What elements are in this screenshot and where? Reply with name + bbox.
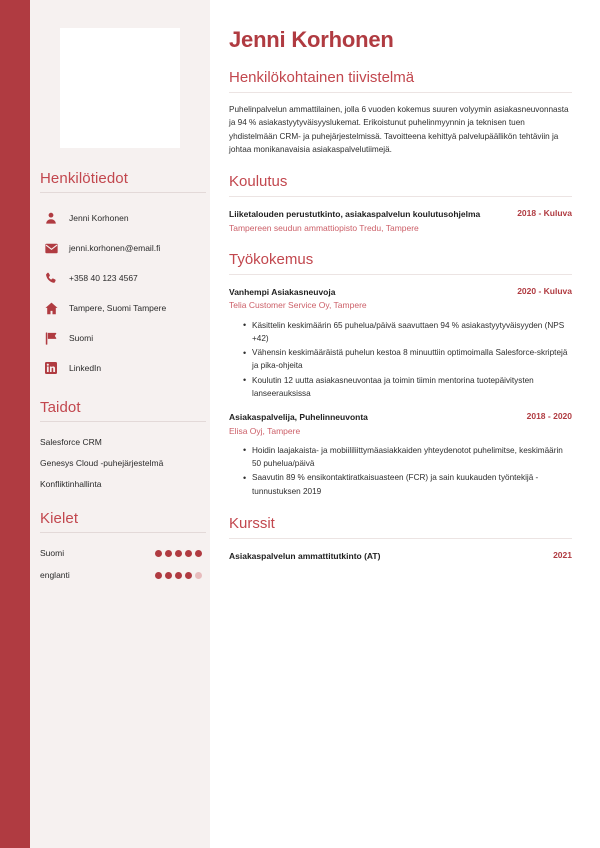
contact-row-email[interactable] bbox=[40, 233, 210, 263]
entry-bullets bbox=[229, 319, 572, 401]
entry-organization: Tampereen seudun ammattiopisto Tredu, Tampere bbox=[229, 222, 419, 233]
rating-dot bbox=[175, 572, 182, 579]
rating-dot bbox=[175, 550, 182, 557]
contact-location-text: Tampere, Suomi Tampere bbox=[69, 302, 167, 313]
contact-list bbox=[38, 203, 210, 383]
contact-row-phone[interactable] bbox=[40, 263, 210, 293]
contact-row-linkedin[interactable] bbox=[40, 353, 210, 383]
language-rating bbox=[155, 572, 206, 579]
list-item bbox=[40, 542, 206, 564]
sidebar-section-personal-info bbox=[38, 170, 210, 383]
list-item: Konfliktinhallinta bbox=[40, 478, 102, 489]
entry-title: Vanhempi Asiakasneuvoja bbox=[229, 286, 336, 297]
entry-date: 2021 bbox=[553, 550, 572, 560]
language-name: Suomi bbox=[40, 548, 65, 558]
rating-dot bbox=[185, 572, 192, 579]
education-heading: Koulutus bbox=[229, 173, 288, 191]
linkedin-icon bbox=[40, 362, 62, 374]
section-education bbox=[220, 173, 572, 234]
personal-info-heading: Henkilötiedot bbox=[40, 170, 129, 187]
list-item bbox=[40, 564, 206, 586]
page-title: Jenni Korhonen bbox=[229, 27, 394, 52]
section-divider bbox=[229, 196, 572, 197]
course-entry bbox=[229, 550, 572, 562]
phone-icon bbox=[40, 272, 62, 284]
left-accent-bar bbox=[0, 0, 30, 848]
rating-dot bbox=[185, 550, 192, 557]
languages-heading: Kielet bbox=[40, 510, 79, 527]
experience-entry bbox=[229, 411, 572, 498]
section-divider bbox=[40, 532, 206, 533]
sidebar-section-skills bbox=[38, 399, 210, 494]
list-item: Genesys Cloud -puhejärjestelmä bbox=[40, 457, 164, 468]
education-entry bbox=[229, 208, 572, 234]
sidebar-section-languages bbox=[38, 510, 210, 586]
skills-heading: Taidot bbox=[40, 399, 81, 416]
entry-organization: Elisa Oyj, Tampere bbox=[229, 425, 301, 436]
entry-header bbox=[229, 411, 572, 423]
list-item: Salesforce CRM bbox=[40, 436, 102, 447]
entry-organization: Telia Customer Service Oy, Tampere bbox=[229, 300, 367, 311]
rating-dot bbox=[195, 550, 202, 557]
list-item: • Hoidin laajakaista- ja mobiililiittymäasiakkaiden yhteydenotot puhelimitse, keskimäärin 50 puhelua/päivä bbox=[243, 444, 572, 471]
contact-phone-text: +358 40 123 4567 bbox=[69, 272, 138, 283]
section-experience bbox=[220, 251, 572, 498]
entry-date: 2020 - Kuluva bbox=[517, 285, 572, 296]
sidebar-content bbox=[38, 170, 210, 586]
contact-row-location bbox=[40, 293, 210, 323]
entry-date: 2018 - Kuluva bbox=[517, 208, 572, 219]
main-content bbox=[210, 0, 600, 848]
entry-header bbox=[229, 550, 572, 562]
entry-bullets bbox=[229, 444, 572, 498]
contact-nationality-text: Suomi bbox=[69, 332, 94, 343]
sidebar bbox=[30, 0, 210, 848]
section-divider bbox=[40, 421, 206, 422]
list-item: • Saavutin 89 % ensikontaktiratkaisuasteen (FCR) ja sain kuukauden työntekijä -tunnustuksen 2019 bbox=[243, 471, 572, 498]
entry-header bbox=[229, 286, 572, 298]
entry-date: 2018 - 2020 bbox=[526, 411, 572, 422]
courses-heading: Kurssit bbox=[229, 515, 275, 532]
skills-list bbox=[38, 431, 210, 494]
profile-photo-placeholder bbox=[60, 28, 180, 148]
experience-heading: Työkokemus bbox=[229, 250, 314, 268]
section-divider bbox=[229, 274, 572, 275]
entry-title: Liiketalouden perustutkinto, asiakaspalvelun koulutusohjelma bbox=[229, 209, 481, 220]
section-courses bbox=[220, 515, 572, 562]
entry-title: Asiakaspalvelija, Puhelinneuvonta bbox=[229, 412, 368, 423]
contact-name-text: Jenni Korhonen bbox=[69, 212, 129, 223]
entry-title: Asiakaspalvelun ammattitutkinto (AT) bbox=[229, 551, 381, 561]
list-item: • Käsittelin keskimäärin 65 puhelua/päivä saavuttaen 94 % asiakastyytyväisyyden (NPS +42) bbox=[243, 319, 572, 346]
summary-heading: Henkilökohtainen tiivistelmä bbox=[229, 69, 415, 87]
section-divider bbox=[229, 538, 572, 539]
person-icon bbox=[40, 212, 62, 224]
rating-dot bbox=[155, 572, 162, 579]
home-icon bbox=[40, 302, 62, 315]
summary-text: Puhelinpalvelun ammattilainen, jolla 6 vuoden kokemus suuren volyymin asiakasneuvonnasta ja 94 % asiakastyytyväisyyslukemat. Erikoistunut puhelinmyynnin ja teknisen tuen yhdistelmään CRM- ja puhejärjestelmissä. Tavoitteena kehittyä palvelupäällikön tehtäviin ja johtaa monikanavaisia asiakaspalvelutiimejä. bbox=[229, 105, 569, 155]
envelope-icon bbox=[40, 242, 62, 255]
contact-email-text: jenni.korhonen@email.fi bbox=[69, 242, 161, 253]
language-name: englanti bbox=[40, 570, 70, 580]
rating-dot bbox=[165, 550, 172, 557]
rating-dot bbox=[155, 550, 162, 557]
contact-row-nationality bbox=[40, 323, 210, 353]
section-summary bbox=[220, 69, 572, 156]
contact-linkedin-text: LinkedIn bbox=[69, 362, 102, 373]
languages-list bbox=[38, 542, 210, 586]
entry-header bbox=[229, 208, 572, 220]
list-item: • Koulutin 12 uutta asiakasneuvontaa ja toimin tiimin mentorina tuotepäivitysten lanseerauksissa bbox=[243, 374, 572, 401]
list-item: • Vähensin keskimääräistä puhelun kestoa 8 minuuttiin optimoimalla Salesforce-skriptejä ja pika-ohjeita bbox=[243, 346, 572, 373]
flag-icon bbox=[40, 332, 62, 345]
rating-dot bbox=[195, 572, 202, 579]
spacer bbox=[38, 383, 210, 399]
section-divider bbox=[229, 92, 572, 93]
rating-dot bbox=[165, 572, 172, 579]
contact-row-name bbox=[40, 203, 210, 233]
language-rating bbox=[155, 550, 206, 557]
section-divider bbox=[40, 192, 206, 193]
spacer bbox=[38, 494, 210, 510]
experience-entry bbox=[229, 286, 572, 400]
